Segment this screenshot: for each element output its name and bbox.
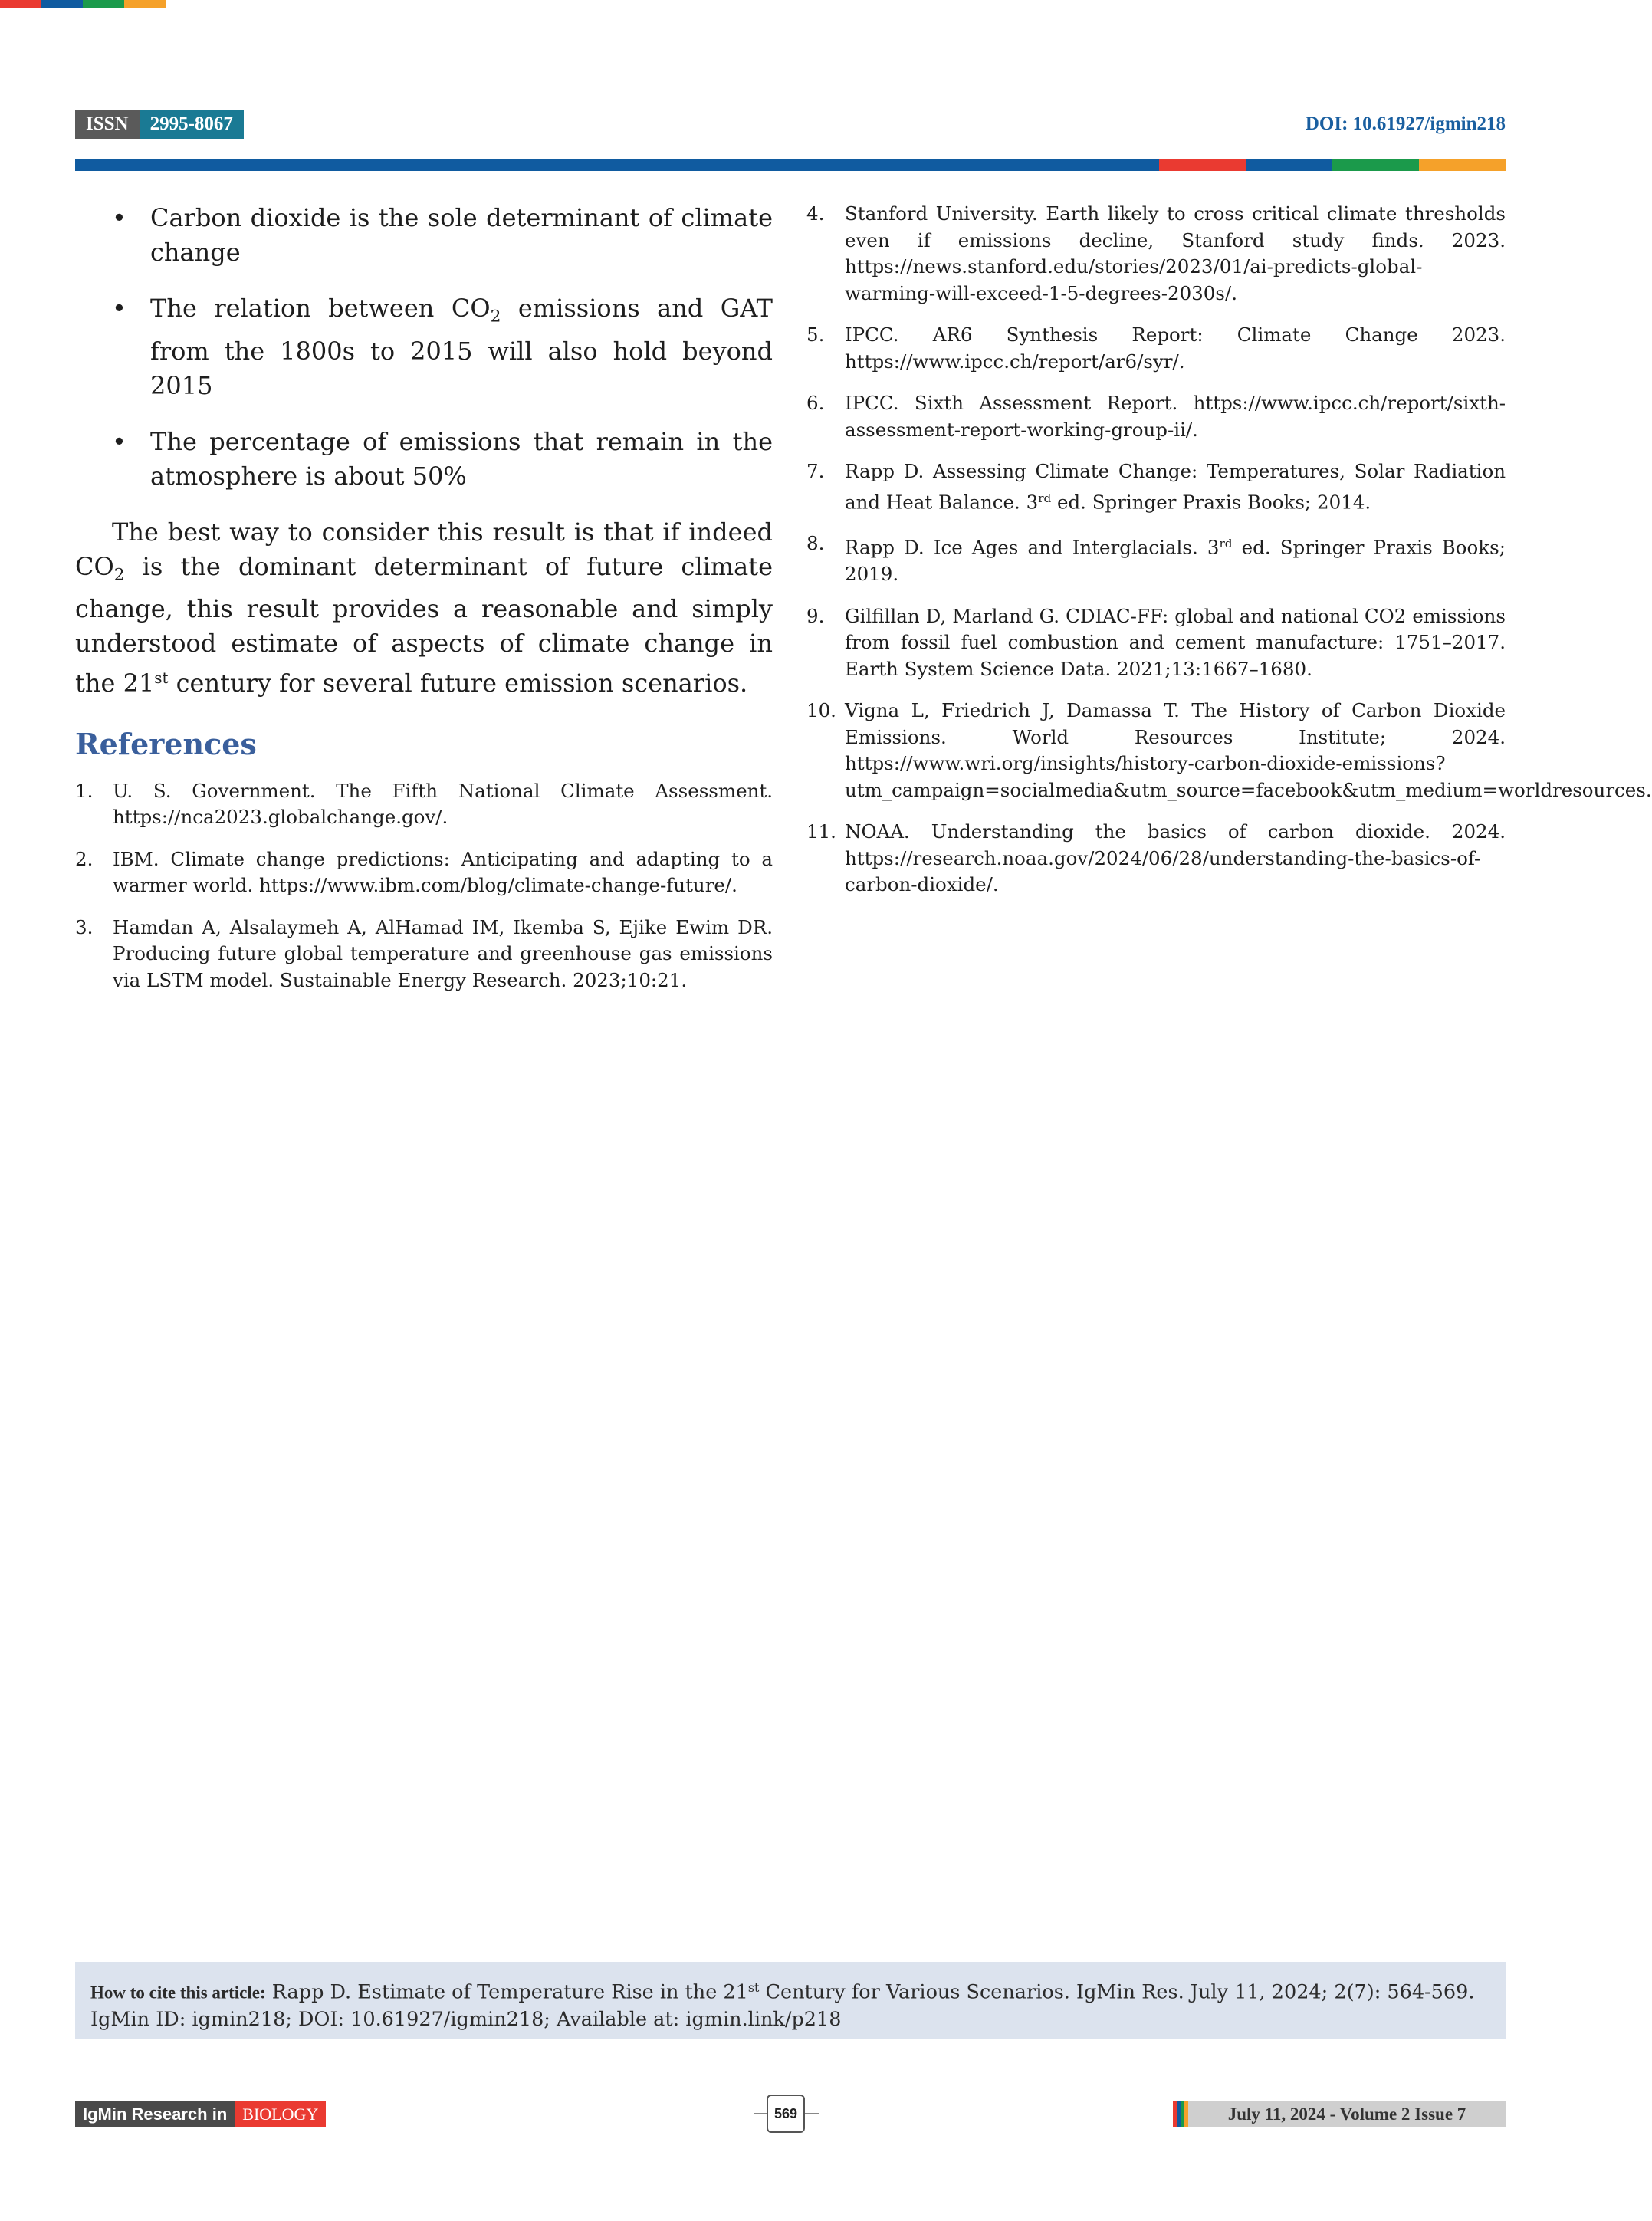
conclusion-paragraph: The best way to consider this result is that if indeed $CO_2$ is the dominant determinant of future climate change, this result provides a reasonable and simply understood estimate of aspects of climate change in the 21st century for several future emission scenarios. [75,517,773,698]
page-number [754,2095,819,2133]
reference-item: 10. Vigna L, Friedrich J, Damassa T. The History of Carbon Dioxide Emissions. World Resources Institute; 2024. https://www.wri.org/insights/history-carbon-dioxide-emissions?utm_campaign=socialmedia&utm_source=facebook&utm_medium=worldresources. [806,699,1652,801]
reference-item: 3. Hamdan A, Alsalaymeh A, AlHamad IM, Ikemba S, Ejike Ewim DR. Producing future global temperature and greenhouse gas emissions via LSTM model. Sustainable Energy Research. 2023;10:21. [75,915,773,991]
reference-item: 9. Gilfillan D, Marland G. CDIAC-FF: global and national CO2 emissions from fossil fuel combustion and cement manufacture: 1751–2017. Earth System Science Data. 2021;13:1667–1680. [806,604,1506,680]
reference-list-right [806,201,1652,899]
left-column [75,201,773,1009]
journal-subject: BIOLOGY [235,2101,326,2127]
list-item: • Carbon dioxide is the sole determinant of climate change [112,203,773,267]
citation-box: How to cite this article: Rapp D. Estimate of Temperature Rise in the 21st Century for Various Scenarios. IgMin Res. July 11, 2024; 2(7): 564-569. IgMin ID: igmin218; DOI: 10.61927/igmin218; Available at: igmin.link/p218 [75,1962,1506,2039]
reference-item: 2. IBM. Climate change predictions: Anticipating and adapting to a warmer world. https://www.ibm.com/blog/climate-change-future/. [75,847,773,897]
reference-item: 6. IPCC. Sixth Assessment Report. https://www.ipcc.ch/report/sixth-assessment-report-working-group-ii/. [806,392,1506,441]
doi-link[interactable]: DOI: 10.61927/igmin218 [1305,113,1506,134]
corner-color-strip [0,0,166,8]
list-item: • The percentage of emissions that remain in the atmosphere is about 50% [112,426,773,491]
color-stripes [1173,2101,1188,2127]
issue-date-badge [1173,2101,1506,2127]
citation-lead: How to cite this article: [90,1983,266,2003]
references-heading: References [75,726,257,761]
issn-badge [75,110,244,139]
reference-item: 5. IPCC. AR6 Synthesis Report: Climate Change 2023. https://www.ipcc.ch/report/ar6/syr/. [806,324,1506,373]
issn-label: ISSN [75,110,140,139]
reference-item: 7. Rapp D. Assessing Climate Change: Temperatures, Solar Radiation and Heat Balance. 3rd ed. Springer Praxis Books; 2014. [806,460,1506,513]
journal-badge [75,2101,326,2127]
issn-number: 2995-8067 [140,110,244,139]
journal-brand: IgMin Research in [75,2101,235,2127]
page-number-box: 569 [767,2095,805,2133]
reference-item: 8. Rapp D. Ice Ages and Interglacials. 3rd ed. Springer Praxis Books; 2019. [806,532,1506,586]
right-column [806,201,1652,914]
reference-item: 1. U. S. Government. The Fifth National Climate Assessment. https://nca2023.globalchange.gov/. [75,779,773,829]
issue-date: July 11, 2024 - Volume 2 Issue 7 [1188,2101,1506,2127]
reference-list-left [75,778,773,994]
reference-item: 11. NOAA. Understanding the basics of carbon dioxide. 2024. https://research.noaa.gov/2024/06/28/understanding-the-basics-of-carbon-dioxide/. [806,820,1506,896]
assumption-list [75,201,773,494]
header-color-bar [75,159,1506,171]
list-item: • The relation between $CO_2$ emissions and GAT from the 1800s to 2015 will also hold beyond 2015 [112,294,773,400]
reference-item: 4. Stanford University. Earth likely to cross critical climate thresholds even if emissions decline, Stanford study finds. 2023. https://news.stanford.edu/stories/2023/01/ai-predicts-global-warming-will-exceed-1-5-degrees-2030s/. [806,202,1506,304]
